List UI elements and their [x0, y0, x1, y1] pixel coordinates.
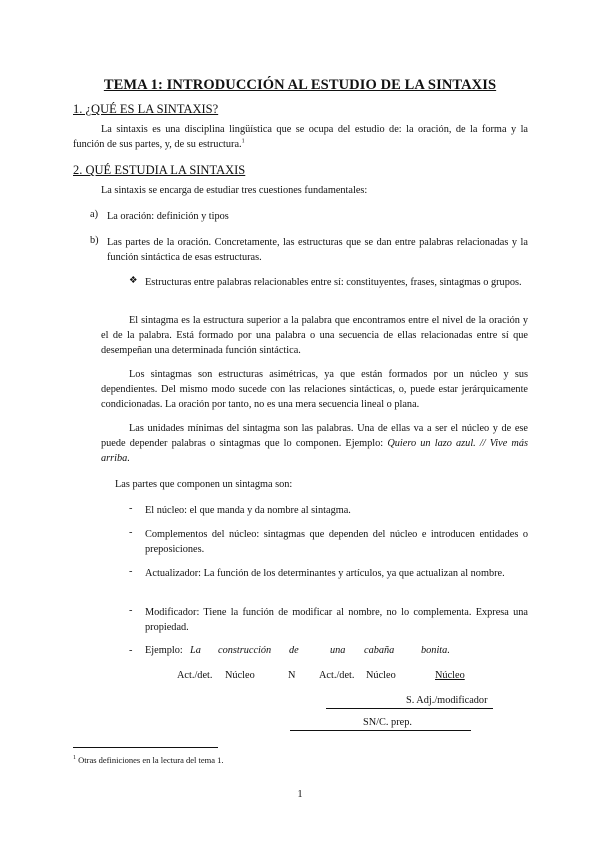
example-word: bonita.	[421, 645, 450, 656]
example-word: cabaña	[364, 645, 395, 656]
example-tag: Act./det.	[319, 670, 355, 681]
example-sentence: Quiero un lazo azul. // Vive más arriba.	[101, 438, 529, 464]
dash-marker: -	[129, 645, 133, 656]
section-2-intro: La sintaxis se encarga de estudiar tres cuestiones fundamentales:	[101, 185, 368, 196]
page-number: 1	[297, 789, 303, 800]
section-1-heading: 1. ¿QUÉ ES LA SINTAXIS?	[73, 102, 219, 116]
paragraph-asimetricas: Los sintagmas son estructuras asimétricas, ya que están formados por un núcleo y sus dependientes. Del mismo modo sucede con las relaciones sintácticas, o, puede estar jerárquicamente condicionadas. La oración por tanto, no es una mera secuencia lineal o plana.	[101, 369, 528, 410]
bullet-diamond-icon: ❖	[129, 276, 138, 286]
dash-marker: -	[129, 527, 133, 538]
paragraph-unidades	[101, 421, 528, 466]
section-1-paragraph	[73, 122, 528, 152]
bullet-item: Estructuras entre palabras relacionables entre sí: constituyentes, frases, sintagmas o grupos.	[145, 277, 522, 288]
parts-intro: Las partes que componen un sintagma son:	[115, 479, 293, 490]
example-word: de	[289, 645, 299, 656]
paragraph-unidades-text: Las unidades mínimas del sintagma son las palabras. Una de ellas va a ser el núcleo y de ese puede depender palabras o sintagmas que lo componen. Ejemplo:	[101, 423, 528, 449]
example-label: Ejemplo:	[145, 645, 183, 656]
dash-marker: -	[129, 503, 133, 514]
example-tag: Núcleo	[435, 670, 465, 681]
section-1-text: La sintaxis es una disciplina lingüística que se ocupa del estudio de: la oración, de la forma y la función de sus partes, y, de su estructura.	[73, 124, 528, 150]
list-item-a: La oración: definición y tipos	[107, 211, 229, 222]
list-item-b: Las partes de la oración. Concretamente, las estructuras que se dan entre palabras relacionadas y la función sintáctica de esas estructuras.	[107, 237, 528, 263]
footnote	[73, 755, 224, 765]
example-word: construcción	[218, 645, 272, 656]
example-sn-label: SN/C. prep.	[363, 717, 412, 728]
list-marker-b: b)	[90, 235, 99, 246]
footnote-marker: 1	[73, 755, 76, 762]
part-complementos: Complementos del núcleo: sintagmas que dependen del núcleo e introducen entidades o preposiciones.	[145, 529, 528, 555]
part-modificador: Modificador: Tiene la función de modificar al nombre, no lo complementa. Expresa una propiedad.	[145, 607, 528, 633]
example-word: La	[190, 645, 201, 656]
example-tag: Núcleo	[366, 670, 396, 681]
example-sadj-label: S. Adj./modificador	[406, 695, 488, 706]
footnote-separator	[73, 747, 218, 748]
part-nucleo: El núcleo: el que manda y da nombre al sintagma.	[145, 505, 351, 516]
dash-marker: -	[129, 605, 133, 616]
example-sadj-line	[326, 708, 493, 709]
example-tag: Act./det.	[177, 670, 213, 681]
footnote-reference: 1	[241, 138, 245, 145]
example-sn-line	[290, 730, 471, 731]
paragraph-sintagma: El sintagma es la estructura superior a la palabra que encontramos entre el nivel de la oración y el de la palabra. Está formado por una palabra o una secuencia de ellas relacionadas entre sí que desempeñan una determinada función sintáctica.	[101, 315, 528, 356]
footnote-text: Otras definiciones en la lectura del tema 1.	[78, 755, 224, 765]
section-2-heading: 2. QUÉ ESTUDIA LA SINTAXIS	[73, 163, 246, 177]
dash-marker: -	[129, 566, 133, 577]
example-word: una	[330, 645, 346, 656]
example-tag: N	[288, 670, 296, 681]
part-actualizador: Actualizador: La función de los determinantes y artículos, ya que actualizan al nombre.	[145, 568, 505, 579]
list-marker-a: a)	[90, 209, 98, 220]
document-title: TEMA 1: INTRODUCCIÓN AL ESTUDIO DE LA SINTAXIS	[103, 77, 497, 93]
example-tag: Núcleo	[225, 670, 255, 681]
